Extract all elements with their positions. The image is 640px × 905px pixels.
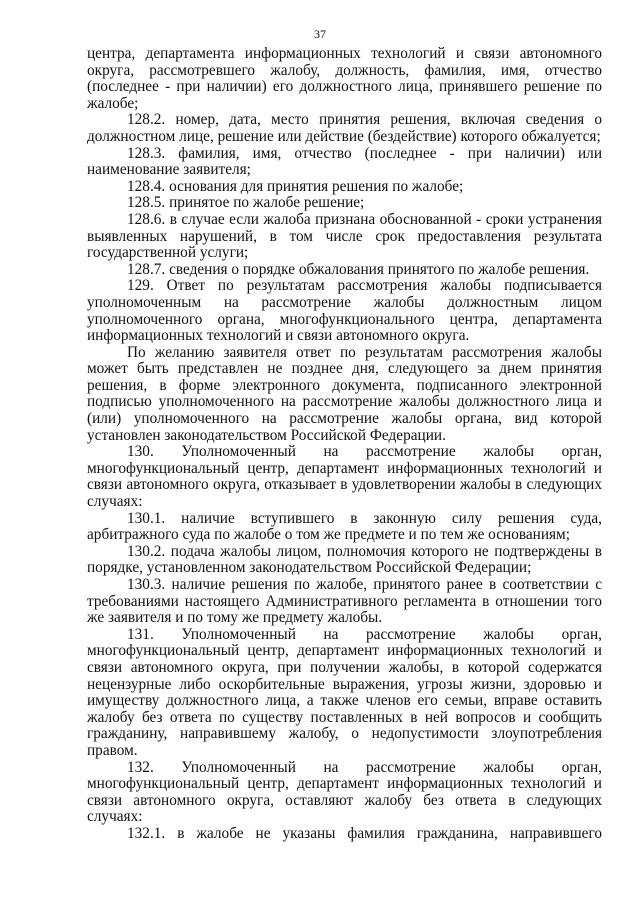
paragraph: 131. Уполномоченный на рассмотрение жалобы орган, многофункциональный центр, департамент информационных технологий и связи автономного округа, при получении жалобы, в которой содержатся нецензурные либо оскорбительные выражения, угрозы жизни, здоровью и имуществу должностного лица, а также членов его семьи, вправе оставить жалобу без ответа по существу поставленных в ней вопросов и сообщить гражданину, направившему жалобу, о недопустимости злоупотребления правом. — [87, 625, 602, 759]
paragraph: 130.2. подача жалобы лицом, полномочия которого не подтверждены в порядке, установленном законодательством Российской Федерации; — [87, 542, 602, 577]
paragraph: 132.1. в жалобе не указаны фамилия гражданина, направившего — [127, 824, 602, 842]
document-body — [87, 46, 602, 843]
paragraph: По желанию заявителя ответ по результатам рассмотрения жалобы может быть представлен не позднее дня, следующего за днем принятия решения, в форме электронного документа, подписанного электронной подписью уполномоченного на рассмотрение жалобы должностного лица и (или) уполномоченного на рассмотрение жалобы органа, вид которой установлен законодательством Российской Федерации. — [87, 343, 602, 444]
paragraph: 128.7. сведения о порядке обжалования принятого по жалобе решения. — [127, 260, 590, 278]
paragraph: 128.2. номер, дата, место принятия решения, включая сведения о должностном лице, решение или действие (бездействие) которого обжалуется; — [87, 111, 602, 145]
paragraph: 128.6. в случае если жалоба признана обоснованной - сроки устранения выявленных нарушений, в том числе срок предоставления результата государственной услуги; — [87, 210, 602, 262]
paragraph: 128.4. основания для принятия решения по жалобе; — [127, 177, 464, 195]
paragraph: 128.5. принятое по жалобе решение; — [127, 194, 365, 212]
paragraph: 130.1. наличие вступившего в законную силу решения суда, арбитражного суда по жалобе о том же предмете и по тем же основаниям; — [87, 509, 602, 544]
paragraph: центра, департамента информационных технологий и связи автономного округа, рассмотревшего жалобу, должность, фамилия, имя, отчество (последнее - при наличии) его должностного лица, принявшего решение по жалобе; — [87, 45, 602, 112]
paragraph: 132. Уполномоченный на рассмотрение жалобы орган, многофункциональный центр, департамент информационных технологий и связи автономного округа, оставляют жалобу без ответа в следующих случаях: — [87, 758, 602, 826]
paragraph: 129. Ответ по результатам рассмотрения жалобы подписывается уполномоченным на рассмотрение жалобы должностным лицом уполномоченного органа, многофункционального центра, департамента информационных технологий и связи автономного округа. — [87, 277, 602, 345]
paragraph: 128.3. фамилия, имя, отчество (последнее - при наличии) или наименование заявителя; — [87, 144, 602, 179]
page-number: 37 — [314, 27, 326, 41]
paragraph: 130.3. наличие решения по жалобе, принятого ранее в соответствии с требованиями настоящего Административного регламента в отношении того же заявителя и по тому же предмету жалобы. — [87, 576, 602, 627]
paragraph: 130. Уполномоченный на рассмотрение жалобы орган, многофункциональный центр, департамент информационных технологий и связи автономного округа, отказывает в удовлетворении жалобы в следующих случаях: — [87, 443, 602, 511]
